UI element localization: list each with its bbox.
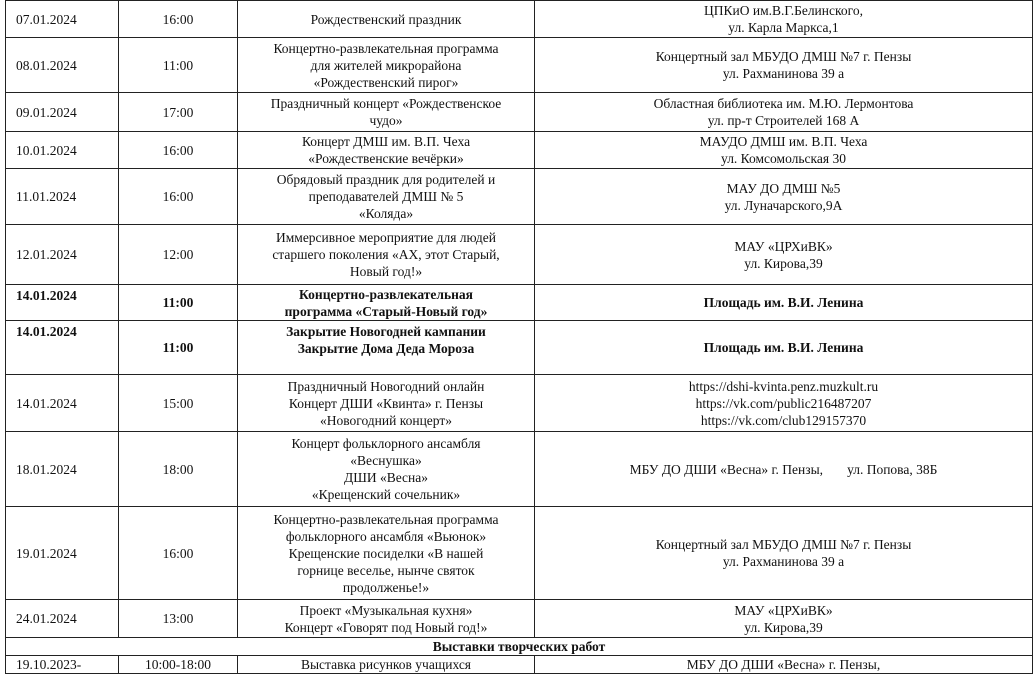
event-line: чудо»	[369, 113, 403, 128]
time-cell: 16:00	[119, 1, 238, 38]
event-cell	[238, 432, 535, 507]
event-line: продолженье!»	[342, 579, 430, 595]
event-line: Концерт ДМШ им. В.П. Чеха	[301, 134, 471, 149]
time-cell: 18:00	[119, 432, 238, 507]
venue-cell	[535, 1, 1033, 38]
date-cell: 14.01.2024	[6, 285, 119, 321]
table-row	[6, 321, 1033, 375]
event-cell	[238, 93, 535, 132]
event-line: Концертно-развлекательная программа	[273, 511, 499, 527]
table-row	[6, 169, 1033, 225]
table-row	[6, 600, 1033, 638]
table-row	[6, 507, 1033, 600]
event-line: Концерт фольклорного ансамбля	[291, 436, 481, 451]
time-cell: 13:00	[119, 600, 238, 638]
venue-line: ул. Луначарского,9А	[724, 197, 843, 213]
time-cell: 17:00	[119, 93, 238, 132]
venue-cell	[535, 600, 1033, 638]
event-line: Обрядовый праздник для родителей и	[276, 172, 496, 187]
table-row	[6, 132, 1033, 169]
venue-line: ул. Кирова,39	[744, 255, 823, 271]
date-cell: 24.01.2024	[6, 600, 119, 638]
time-cell: 11:00	[119, 285, 238, 321]
venue-cell	[535, 285, 1033, 321]
document-page	[5, 0, 1032, 674]
event-line: ДШИ «Весна»	[344, 470, 428, 485]
event-cell	[238, 38, 535, 93]
event-cell	[238, 225, 535, 285]
date-cell: 08.01.2024	[6, 38, 119, 93]
time-cell: 12:00	[119, 225, 238, 285]
section-row	[6, 638, 1033, 656]
venue-cell	[535, 225, 1033, 285]
event-line: для жителей микрорайона	[310, 57, 462, 73]
venue-line: МАУ «ЦРХиВК»	[734, 238, 833, 254]
venue-line	[539, 461, 1028, 478]
venue-link[interactable]: https://dshi-kvinta.penz.muzkult.ru	[688, 378, 879, 394]
time-cell: 15:00	[119, 375, 238, 432]
event-line: Новый год!»	[349, 264, 423, 279]
date-cell: 11.01.2024	[6, 169, 119, 225]
event-line: старшего поколения «АХ, этот Старый,	[272, 247, 500, 262]
table-row	[6, 38, 1033, 93]
table-row	[6, 432, 1033, 507]
time-cell: 16:00	[119, 132, 238, 169]
event-line: Закрытие Новогодней кампании	[286, 324, 486, 339]
venue-line: МАУ «ЦРХиВК»	[734, 602, 833, 618]
event-line: Иммерсивное мероприятие для людей	[275, 230, 497, 245]
venue-cell	[535, 507, 1033, 600]
event-line: «Рождественский пирог»	[313, 74, 459, 90]
event-line: «Новогодний концерт»	[319, 412, 453, 428]
venue-line: ул. Рахманинова 39 а	[722, 66, 845, 81]
event-line: фольклорного ансамбля «Вьюнок»	[285, 528, 487, 544]
events-table	[5, 0, 1033, 674]
event-line: Закрытие Дома Деда Мороза	[297, 341, 475, 356]
event-line: «Веснушка»	[350, 453, 422, 468]
venue-line: Областная библиотека им. М.Ю. Лермонтова	[653, 96, 914, 111]
event-line: «Рождественские вечёрки»	[308, 151, 464, 166]
event-line: Концерт ДШИ «Квинта» г. Пензы	[288, 395, 484, 411]
date-cell: 07.01.2024	[6, 1, 119, 38]
event-cell	[238, 600, 535, 638]
venue-cell	[535, 132, 1033, 169]
event-line: Концерт «Говорят под Новый год!»	[284, 619, 488, 635]
date-cell: 19.10.2023-	[6, 656, 119, 674]
event-line: Концертно-развлекательная программа	[273, 40, 499, 56]
event-cell	[238, 321, 535, 375]
event-cell	[238, 375, 535, 432]
event-line: «Крещенский сочельник»	[311, 487, 461, 502]
event-line: Крещенские посиделки «В нашей	[288, 545, 484, 561]
venue-cell	[535, 169, 1033, 225]
event-line: Праздничный концерт «Рождественское	[270, 96, 502, 111]
time-cell: 16:00	[119, 507, 238, 600]
table-row	[6, 375, 1033, 432]
venue-name: МБУ ДО ДШИ «Весна» г. Пензы,	[629, 461, 824, 477]
event-cell: Выставка рисунков учащихся	[238, 656, 535, 674]
event-line: горнице веселье, нынче святок	[297, 562, 475, 578]
venue-line: ул. Карла Маркса,1	[728, 20, 839, 35]
venue-cell	[535, 93, 1033, 132]
venue-line: Концертный зал МБУДО ДМШ №7 г. Пензы	[655, 49, 912, 64]
table-row	[6, 285, 1033, 321]
venue-line: ул. Рахманинова 39 а	[722, 554, 845, 569]
venue-line: Площадь им. В.И. Ленина	[703, 295, 864, 310]
venue-line: ул. Комсомольская 30	[721, 151, 846, 166]
event-line: Концертно-развлекательная	[299, 286, 473, 302]
date-cell: 14.01.2024	[6, 321, 119, 375]
date-cell: 09.01.2024	[6, 93, 119, 132]
event-cell	[238, 169, 535, 225]
venue-line: МАУДО ДМШ им. В.П. Чеха	[699, 134, 868, 149]
time-cell: 11:00	[119, 38, 238, 93]
venue-line: ул. пр-т Строителей 168 А	[707, 113, 860, 128]
event-cell	[238, 507, 535, 600]
venue-link[interactable]: https://vk.com/club129157370	[700, 412, 867, 428]
venue-line: ул. Кирова,39	[744, 619, 823, 635]
date-cell: 14.01.2024	[6, 375, 119, 432]
venue-address: ул. Попова, 38Б	[847, 461, 938, 477]
venue-line: ЦПКиО им.В.Г.Белинского,	[704, 3, 863, 18]
event-cell	[238, 285, 535, 321]
event-line: преподавателей ДМШ № 5	[308, 189, 464, 204]
venue-line: Площадь им. В.И. Ленина	[703, 340, 864, 355]
date-cell: 12.01.2024	[6, 225, 119, 285]
event-line: Праздничный Новогодний онлайн	[287, 378, 485, 394]
table-row	[6, 656, 1033, 674]
time-cell: 10:00-18:00	[119, 656, 238, 674]
event-line: Проект «Музыкальная кухня»	[299, 602, 473, 618]
venue-line: МАУ ДО ДМШ №5	[726, 180, 841, 196]
event-line: Рождественский праздник	[310, 11, 462, 27]
venue-line: Концертный зал МБУДО ДМШ №7 г. Пензы	[655, 537, 912, 552]
table-row	[6, 1, 1033, 38]
date-cell: 19.01.2024	[6, 507, 119, 600]
venue-cell: МБУ ДО ДШИ «Весна» г. Пензы,	[535, 656, 1033, 674]
section-title: Выставки творческих работ	[6, 638, 1033, 656]
event-line: программа «Старый-Новый год»	[284, 303, 488, 319]
venue-cell	[535, 321, 1033, 375]
event-line: «Коляда»	[358, 206, 414, 221]
date-cell: 18.01.2024	[6, 432, 119, 507]
time-cell: 16:00	[119, 169, 238, 225]
table-row	[6, 225, 1033, 285]
time-cell: 11:00	[119, 321, 238, 375]
date-cell: 10.01.2024	[6, 132, 119, 169]
venue-cell	[535, 375, 1033, 432]
event-cell	[238, 132, 535, 169]
table-row	[6, 93, 1033, 132]
venue-link[interactable]: https://vk.com/public216487207	[695, 395, 872, 411]
venue-cell	[535, 432, 1033, 507]
event-cell	[238, 1, 535, 38]
venue-cell	[535, 38, 1033, 93]
